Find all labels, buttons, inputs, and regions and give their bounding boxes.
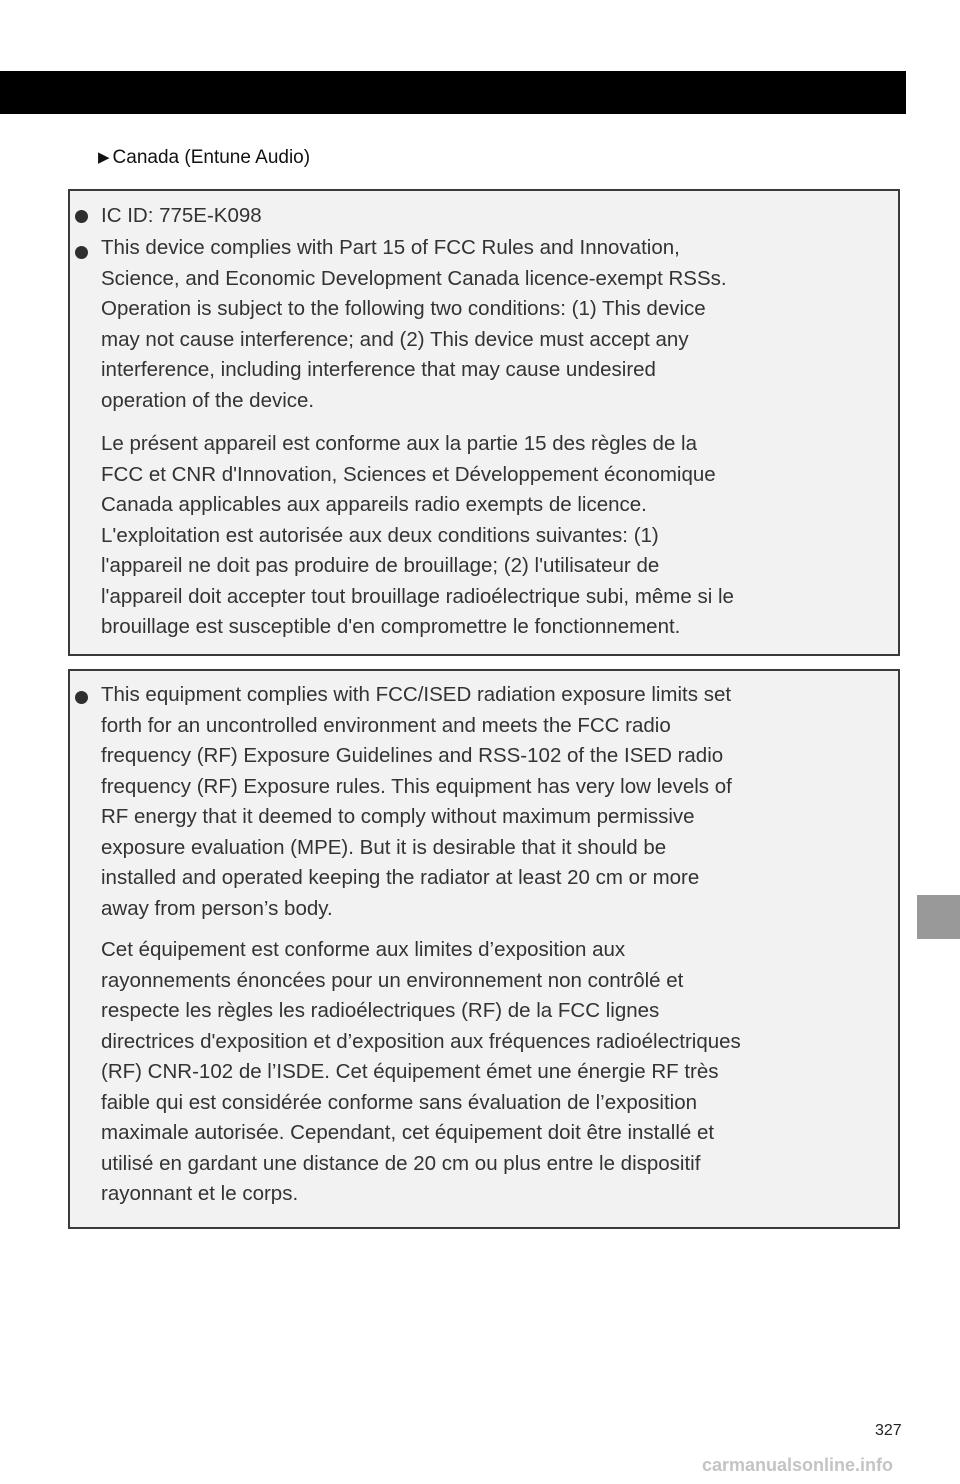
chapter-side-tab: [917, 895, 960, 939]
header-bar: [0, 71, 906, 114]
rf-exposure-english: This equipment complies with FCC/ISED radiation exposure limits set forth for an uncontrolled environment and meets the FCC radio frequency (RF) Exposure Guidelines and RSS-102 of the ISED radio frequency (RF) Exposure rules. This equipment has very low levels of RF energy that it deemed to comply without maximum permissive exposure evaluation (MPE). But it is desirable that it should be installed and operated keeping the radiator at least 20 cm or more away from person’s body.: [101, 683, 732, 920]
fcc-statement-french: Le présent appareil est conforme aux la partie 15 des règles de la FCC et CNR d'Innovation, Sciences et Développement économique Canada applicables aux appareils radio exempts de licence. L'exploitation est autorisée aux deux conditions suivantes: (1) l'appareil ne doit pas produire de brouillage; (2) l'utilisateur de l'appareil doit accepter tout brouillage radioélectrique subi, même si le brouillage est susceptible d'en compromettre le fonctionnement.: [101, 432, 734, 638]
watermark: carmanualsonline.info: [702, 1455, 894, 1475]
page-number: 327: [875, 1422, 902, 1439]
bullet-icon: [75, 691, 88, 704]
section-heading: [98, 147, 310, 169]
bullet-icon: [75, 210, 88, 223]
section-title: Canada (Entune Audio): [112, 147, 311, 168]
fcc-statement-english: This device complies with Part 15 of FCC Rules and Innovation, Science, and Economic Development Canada licence-exempt RSSs. Operation is subject to the following two conditions: (1) This device may not cause interference; and (2) This device must accept any interference, including interference that may cause undesired operation of the device.: [101, 236, 727, 412]
bullet-icon: [75, 246, 88, 259]
rf-exposure-box: [68, 669, 900, 1229]
rf-exposure-french: Cet équipement est conforme aux limites d’exposition aux rayonnements énoncées pour un environnement non contrôlé et respecte les règles les radioélectriques (RF) de la FCC lignes directrices d'exposition et d’exposition aux fréquences radioélectriques (RF) CNR-102 de l’ISDE. Cet équipement émet une énergie RF très faible qui est considérée conforme sans évaluation de l’exposition maximale autorisée. Cependant, cet équipement doit être installé et utilisé en gardant une distance de 20 cm ou plus entre le dispositif rayonnant et le corps.: [101, 938, 741, 1205]
ic-id-text: IC ID: 775E-K098: [101, 204, 262, 227]
triangle-right-icon: ▶: [98, 149, 110, 166]
canada-compliance-box: [68, 189, 900, 656]
